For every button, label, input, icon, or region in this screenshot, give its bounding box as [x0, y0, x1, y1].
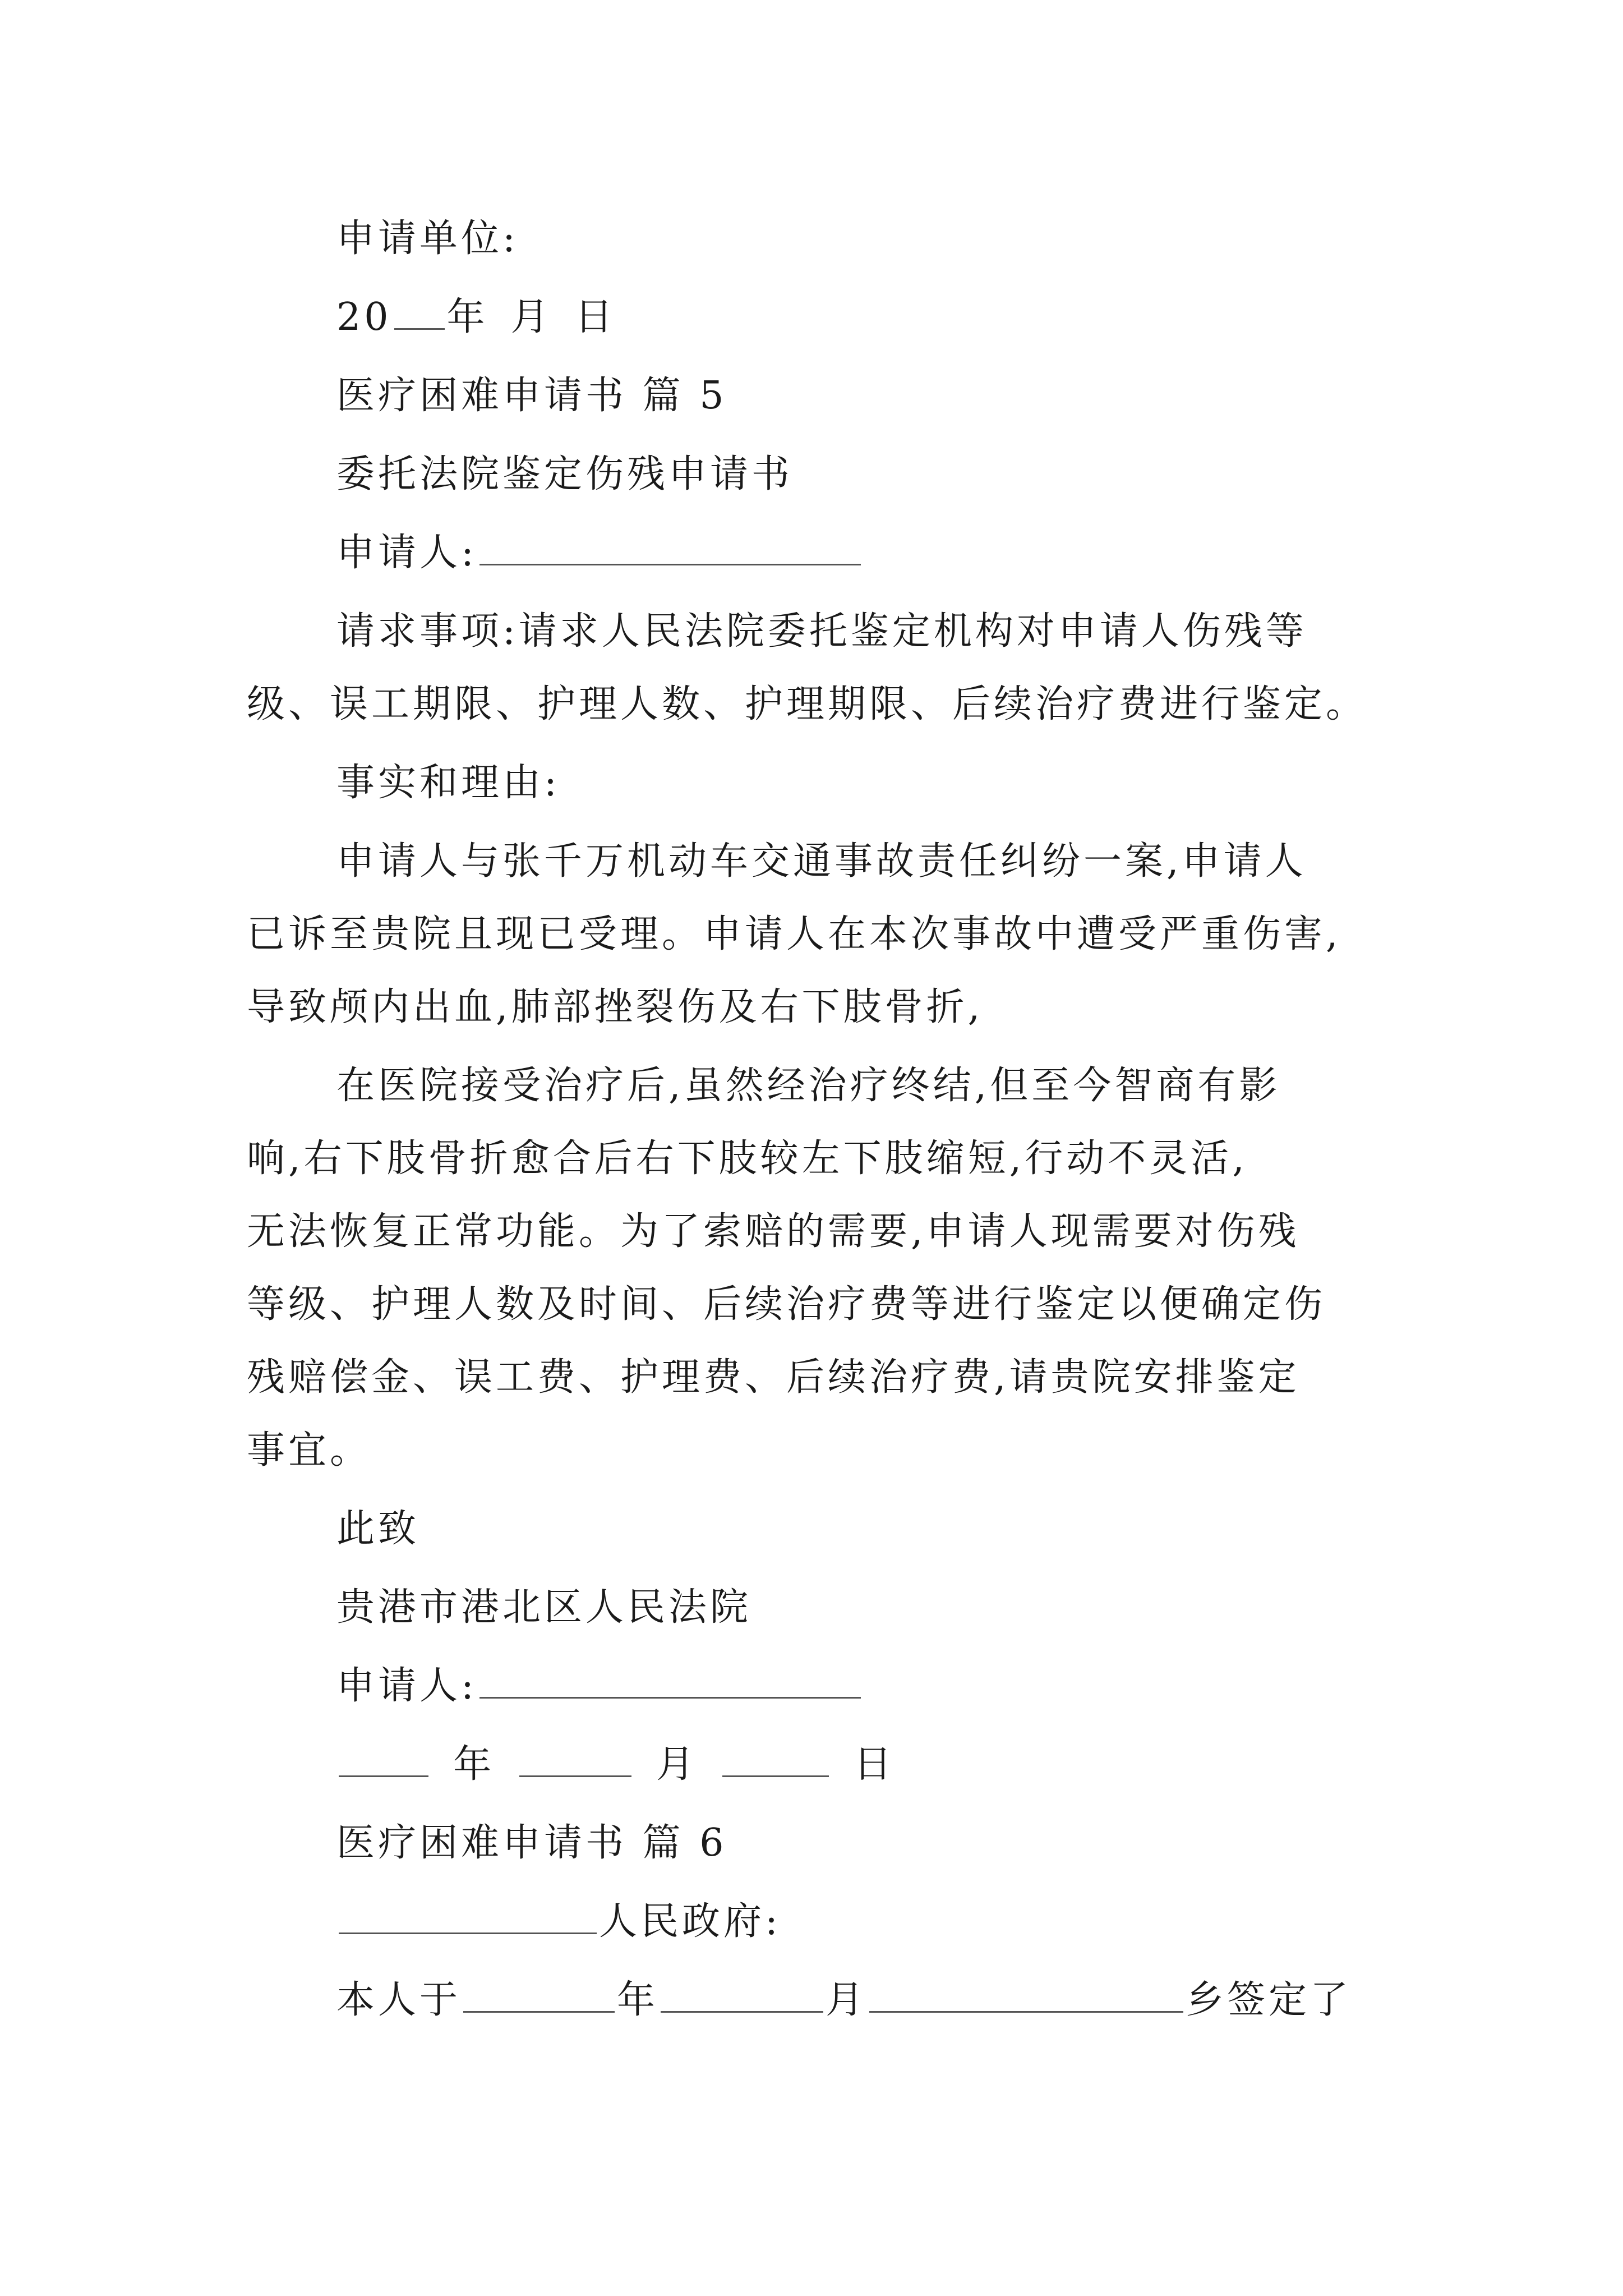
- date-month-char: 月: [510, 295, 552, 339]
- applicant-label: 申请人:: [336, 1664, 477, 1708]
- court-name: 贵港市港北区人民法院: [336, 1585, 752, 1630]
- date-day-char: 日: [574, 295, 616, 339]
- facts-para-2-line-5: 残赔偿金、误工费、护理费、后续治疗费,请贵院安排鉴定: [247, 1355, 1300, 1400]
- statement-year-char: 年: [617, 1978, 659, 2022]
- applicant-line-1: [336, 527, 863, 579]
- date-line-1: [336, 292, 616, 343]
- date-month-char: 月: [656, 1742, 698, 1787]
- statement-month-char: 月: [826, 1978, 868, 2022]
- applicant-label: 申请人:: [336, 531, 477, 575]
- statement-year-blank: [463, 1975, 615, 2013]
- statement-suffix: 乡签定了: [1186, 1978, 1352, 2022]
- statement-prefix: 本人于: [336, 1978, 462, 2022]
- applicant-unit-label: 申请单位:: [336, 217, 519, 261]
- statement-township-blank: [869, 1975, 1183, 2013]
- document-title: 委托法院鉴定伤残申请书: [336, 452, 794, 496]
- facts-para-1-line-3: 导致颅内出血,肺部挫裂伤及右下肢骨折,: [247, 985, 984, 1029]
- facts-para-1-line-1: 申请人与张千万机动车交通事故责任纠纷一案,申请人: [336, 839, 1307, 884]
- facts-para-2-line-2: 响,右下肢骨折愈合后右下肢较左下肢缩短,行动不灵活,: [247, 1137, 1248, 1181]
- applicant-line-2: [336, 1660, 863, 1712]
- applicant-name-blank: [479, 528, 861, 565]
- date-year-char: 年: [446, 295, 488, 339]
- government-name-blank: [339, 1897, 597, 1934]
- date-day-char: 日: [854, 1742, 896, 1787]
- request-para-line-1: 请求事项:请求人民法院委托鉴定机构对申请人伤残等: [336, 609, 1307, 654]
- closing-salutation: 此致: [336, 1507, 420, 1551]
- section-heading-6: 医疗困难申请书 篇 6: [336, 1821, 727, 1865]
- statement-month-blank: [661, 1975, 823, 2013]
- date-year-blank: [339, 1740, 428, 1777]
- date-prefix: 20: [336, 295, 392, 339]
- date-line-2: [336, 1739, 895, 1791]
- statement-line: [336, 1975, 1352, 2026]
- facts-para-2-line-3: 无法恢复正常功能。为了索赔的需要,申请人现需要对伤残: [247, 1209, 1300, 1254]
- facts-para-2-line-1: 在医院接受治疗后,虽然经治疗终结,但至今智商有影: [336, 1064, 1281, 1108]
- date-year-char: 年: [453, 1742, 495, 1787]
- facts-para-2-line-4: 等级、护理人数及时间、后续治疗费等进行鉴定以便确定伤: [247, 1282, 1326, 1327]
- facts-label: 事实和理由:: [336, 761, 560, 805]
- facts-para-1-line-2: 已诉至贵院且现已受理。申请人在本次事故中遭受严重伤害,: [247, 912, 1341, 956]
- section-heading-5: 医疗困难申请书 篇 5: [336, 374, 727, 418]
- facts-para-2-line-6: 事宜。: [247, 1428, 372, 1473]
- government-suffix: 人民政府:: [599, 1899, 781, 1944]
- date-day-blank: [722, 1740, 829, 1777]
- request-para-line-2: 级、误工期限、护理人数、护理期限、后续治疗费进行鉴定。: [247, 682, 1368, 726]
- date-year-blank: [394, 292, 445, 330]
- applicant-signature-blank: [479, 1661, 861, 1699]
- government-address-line: [336, 1896, 781, 1948]
- date-month-blank: [519, 1740, 631, 1777]
